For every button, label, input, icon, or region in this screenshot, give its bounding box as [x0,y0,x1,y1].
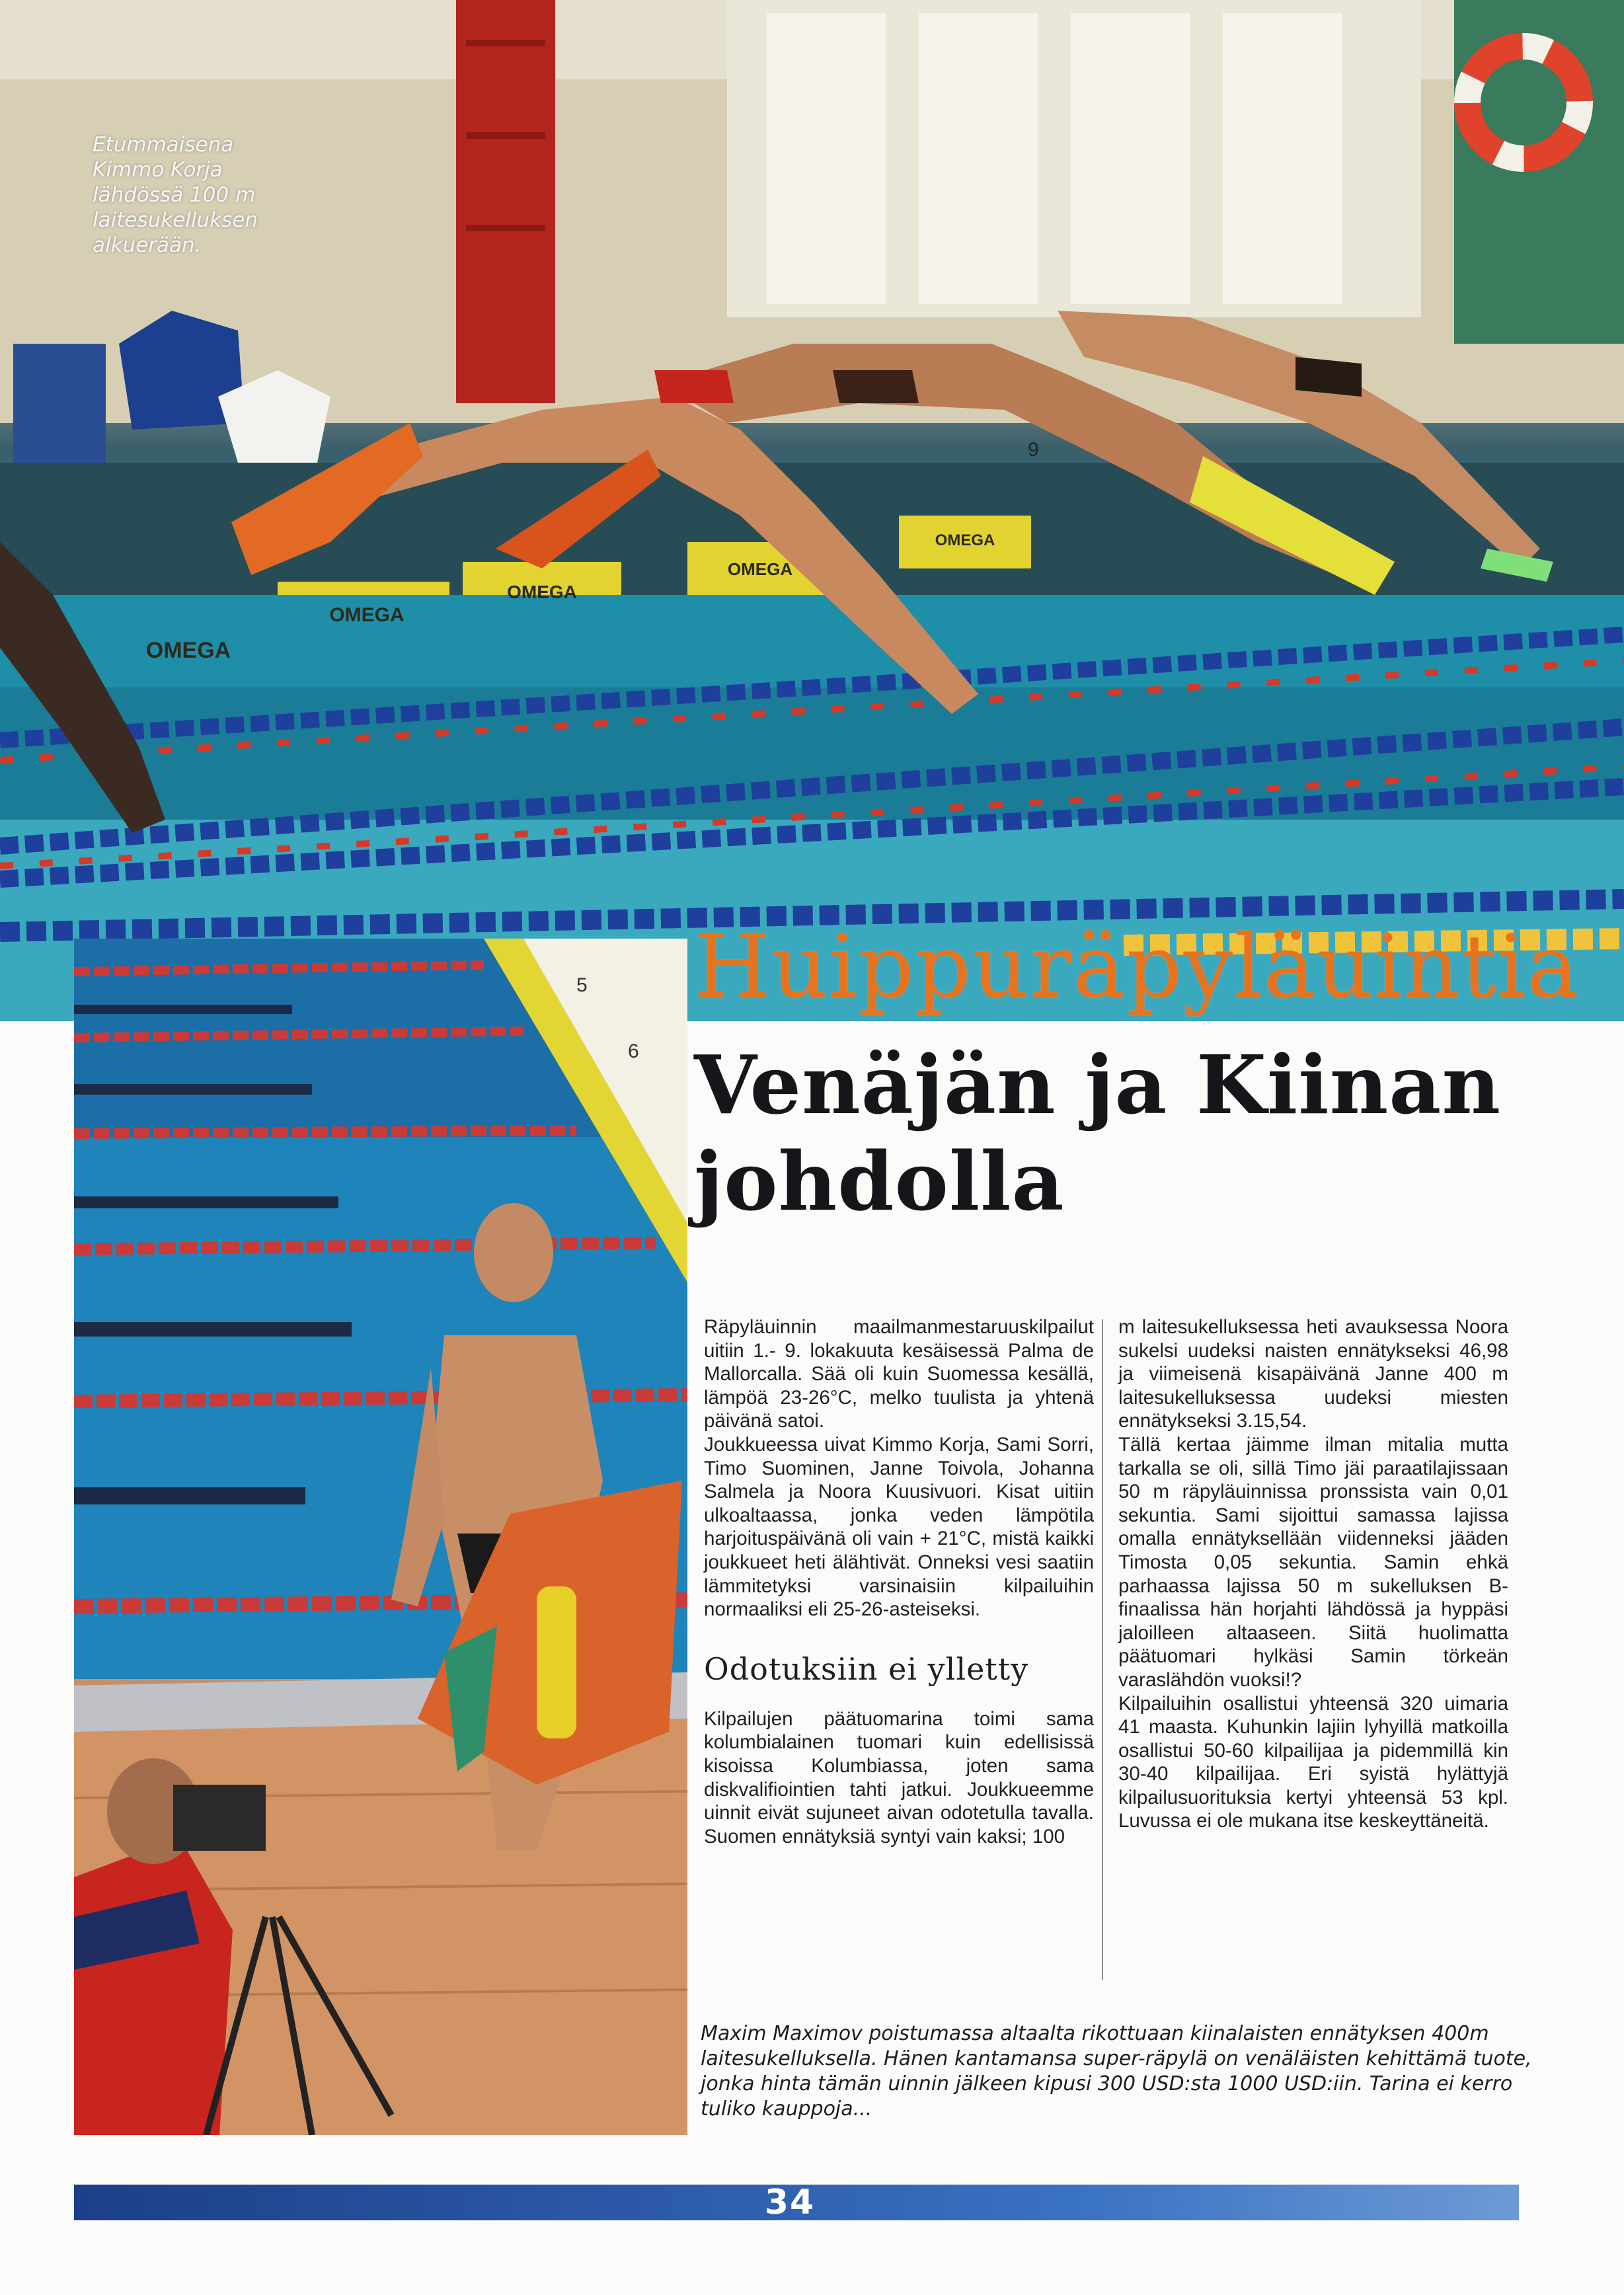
paragraph: Räpyläuinnin maailmanmestaruuskilpailut uitiin 1.- 9. lokakuuta kesäisessä Palma de Mallorcalla. Sää oli kuin Suomessa kesällä, lämpöä 23-26°C, melko tuulista ja yhtenä päivänä satoi. [704,1316,1094,1432]
lane-number-text: 5 [576,974,588,996]
left-photo-caption: Maxim Maximov poistumassa altaalta rikottuaan kiinalaisten ennätyksen 400m laitesukelluksella. Hänen kantamansa super-räpylä on venäläisten kehittämä tuote, jonka hinta tämän uinnin jälkeen kipusi 300 USD:sta 1000 USD:iin. Tarina ei kerro tuliko kauppoja... [701,2022,1532,2120]
omega-sign-text: OMEGA [507,582,577,602]
paragraph: Joukkueessa uivat Kimmo Korja, Sami Sorri, Timo Suominen, Janne Toivola, Johanna Salmela ja Noora Kuusivuori. Kisat uitiin ulkoaltaassa, jonka veden lämpötila harjoituspäivänä oli vain + 21°C, mistä kaikki joukkueet heti älähtivät. Onneksi vesi saatiin lämmitetyksi varsinaisiin kilpailuihin normaaliksi eli 25-26-asteiseksi. [704,1433,1094,1621]
paragraph: Tällä kertaa jäimme ilman mitalia mutta tarkalla se oli, sillä Timo jäi paraatilajissaan 50 m räpyläuinnissa pronssista vain 0,01 sekuntia. Sami sijoittui samassa lajissa omalla ennätyksellään viidenneksi jääden Timosta 0,05 sekuntia. Samin ehkä parhaassa lajissa 50 m sukelluksen B-finaalissa hän horjahti lähdössä ja hyppäsi jaloilleen altaaseen. Siitä huolimatta päätuomari hylkäsi Samin törkeän varaslähdön vuoksi!? [1118,1433,1508,1691]
lane-number-text: 6 [628,1040,639,1062]
top-photo-caption: Etummaisena Kimmo Korja lähdössä 100 m laitesukelluksen alkuerään. [93,133,258,257]
article-kicker: Huippuräpyläuintia [694,916,1580,1018]
article-subheading: Odotuksiin ei ylletty [704,1651,1029,1687]
omega-sign-text: OMEGA [727,559,793,579]
paragraph: Kilpailujen päätuomarina toimi sama kolumbialainen tuomari kuin edellisissä kisoissa Kolumbiassa, joten sama diskvalifiointien tahti jatkui. Joukkueemme uinnit eivät sujuneet aivan odotetulla tavalla. Suomen ennätyksiä syntyi vain kaksi; 100 [704,1707,1094,1848]
paragraph: m laitesukelluksessa heti avauksessa Noora sukelsi uudeksi naisten ennätykseksi 46,98 ja viimeisenä kisapäivänä Janne 400 m laitesukelluksessa uudeksi miesten ennätykseksi 3.15,54. [1118,1316,1508,1432]
swimmer-poolside-scene [74,939,687,2135]
page-number: 34 [764,2183,816,2222]
left-photo [74,939,687,2135]
omega-sign-text: OMEGA [935,531,995,549]
article-column-2 [1118,1315,1508,1833]
omega-sign-text: OMEGA [329,604,405,626]
article-column-1 [704,1315,1094,1848]
paragraph: Kilpailuihin osallistui yhteensä 320 uimaria 41 maasta. Kuhunkin lajiin lyhyillä matkoilla osallistui 50-60 kilpailijaa ja pidemmillä kin 30-40 kilpailijaa. Eri syistä hylättyjä kilpailusuorituksia kertyi yhteensä 53 kpl. Luvussa ei ole mukana itse keskeyttäneitä. [1118,1692,1508,1832]
column-divider [1102,1319,1103,1980]
article-headline: Venäjän ja Kiinan johdolla [694,1037,1502,1229]
omega-sign-text: OMEGA [145,638,231,663]
top-photo [0,0,1624,1021]
lane-number-text: 9 [1028,439,1039,461]
